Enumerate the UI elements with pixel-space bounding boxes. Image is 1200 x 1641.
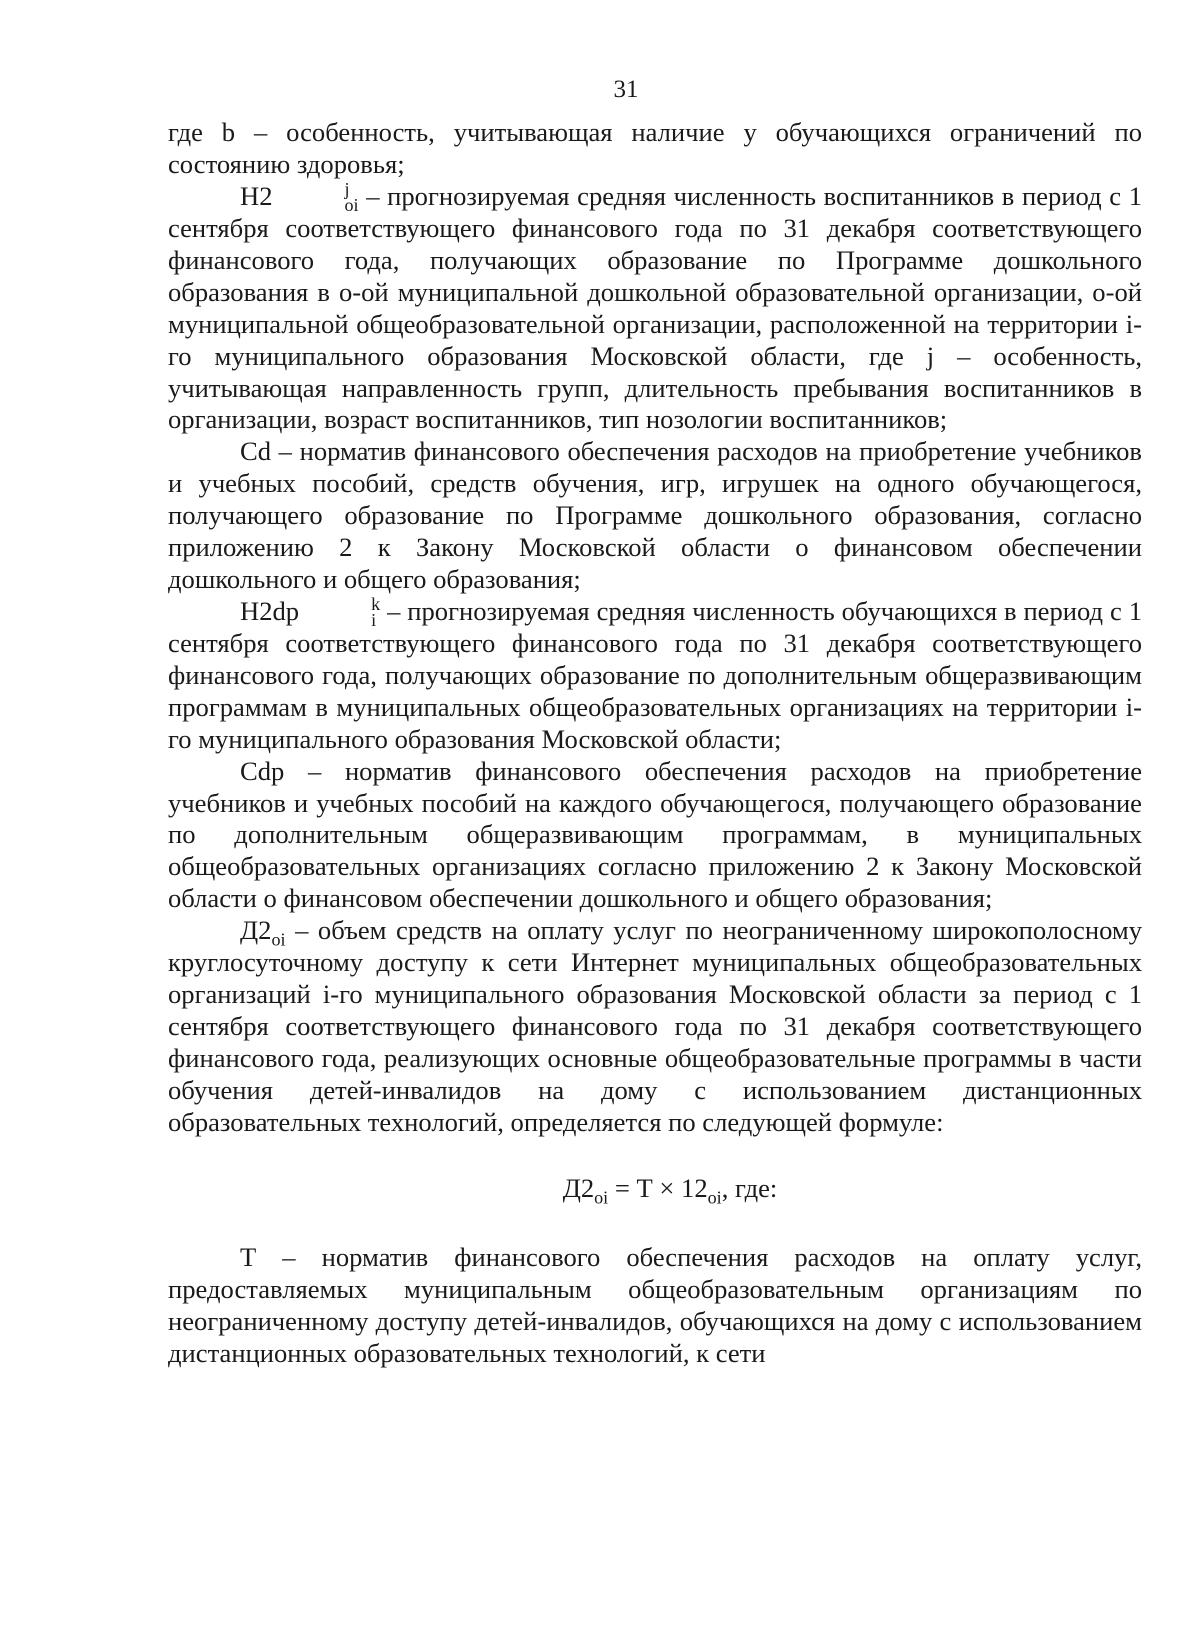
formula-rhs: = Т × 12 (608, 1172, 708, 1203)
formula-d2 (168, 1173, 1142, 1205)
paragraph-d2-definition (168, 915, 1142, 1138)
paragraph-h2dp-definition (168, 596, 1142, 756)
paragraph-cd-text: – норматив финансового обеспечения расходов на приобретение учебников и учебных пособий, средств обучения, игр, игрушек на одного обучающегося, получающего образование по Программе дошкольного образования, согласно приложению 2 к Закону Московской области о финансовом обеспечении дошкольного и общего образования; (168, 436, 1142, 594)
symbol-h2: Н2 (240, 180, 273, 211)
paragraph-h2-definition (168, 181, 1142, 437)
symbol-t: Т (240, 1242, 257, 1273)
symbol-h2dp-sub: i (371, 609, 377, 630)
symbol-d2-sub: oi (271, 929, 286, 950)
paragraph-t-definition (168, 1242, 1142, 1370)
symbol-h2-indices (273, 179, 359, 215)
symbol-h2dp-sup: k (371, 594, 381, 615)
formula-rhs-sub: oi (707, 1186, 722, 1207)
symbol-h2-sub: oi (344, 194, 359, 215)
page-number: 31 (613, 76, 639, 103)
formula-lhs-sub: oi (594, 1186, 609, 1207)
symbol-cd: Cd (240, 436, 272, 467)
paragraph-h2-text: – прогнозируемая средняя численность воспитанников в период с 1 сентября соответствующего финансового года по 31 декабря соответствующего финансового года, получающих образование по Программе дошкольного образования в о-ой муниципальной дошкольной образовательной организации, о-ой муниципальной общеобразовательной организации, расположенной на территории i-го муниципального образования Московской области, где j – особенность, учитывающая направленность групп, длительность пребывания воспитанников в организации, возраст воспитанников, тип нозологии воспитанников; (168, 180, 1142, 435)
paragraph-d2-text: – объем средств на оплату услуг по неограниченному широкополосному круглосуточному доступу к сети Интернет муниципальных общеобразовательных организаций i-го муниципального образования Московской области за период с 1 сентября соответствующего финансового года по 31 декабря соответствующего финансового года, реализующих основные общеобразовательные программы в части обучения детей-инвалидов на дому с использованием дистанционных образовательных технологий, определяется по следующей формуле: (168, 915, 1142, 1137)
paragraph-b-definition: где b – особенность, учитывающая наличие у обучающихся ограничений по состоянию здоровья; (168, 117, 1142, 179)
paragraph-cdp-text: – норматив финансового обеспечения расходов на приобретение учебников и учебных пособий на каждого обучающегося, получающего образование по дополнительным общеразвивающим программам, в муниципальных общеобразовательных организациях согласно приложению 2 к Закону Московской области о финансовом обеспечении дошкольного и общего образования; (168, 755, 1142, 914)
paragraph-t-text: – норматив финансового обеспечения расходов на оплату услуг, предоставляемых муниципальным общеобразовательным организациям по неограниченному доступу детей-инвалидов, обучающихся на дому с использованием дистанционных образовательных технологий, к сети (168, 1242, 1142, 1369)
body-text (168, 117, 1142, 1370)
symbol-cdp: Cdp (240, 755, 285, 786)
formula-tail: , где: (721, 1172, 778, 1203)
paragraph-cdp-definition (168, 756, 1142, 916)
paragraph-h2dp-text: – прогнозируемая средняя численность обучающихся в период с 1 сентября соответствующего финансового года по 31 декабря соответствующего финансового года, получающих образование по дополнительным общеразвивающим программам в муниципальных общеобразовательных организациях на территории i-го муниципального образования Московской области; (168, 595, 1142, 754)
paragraph-cd-definition (168, 436, 1142, 596)
symbol-h2dp-indices (299, 594, 381, 630)
symbol-h2dp: Н2dp (240, 595, 300, 626)
symbol-h2-sup: j (344, 179, 350, 200)
symbol-d2: Д2 (240, 915, 272, 946)
formula-lhs: Д2 (562, 1172, 595, 1203)
